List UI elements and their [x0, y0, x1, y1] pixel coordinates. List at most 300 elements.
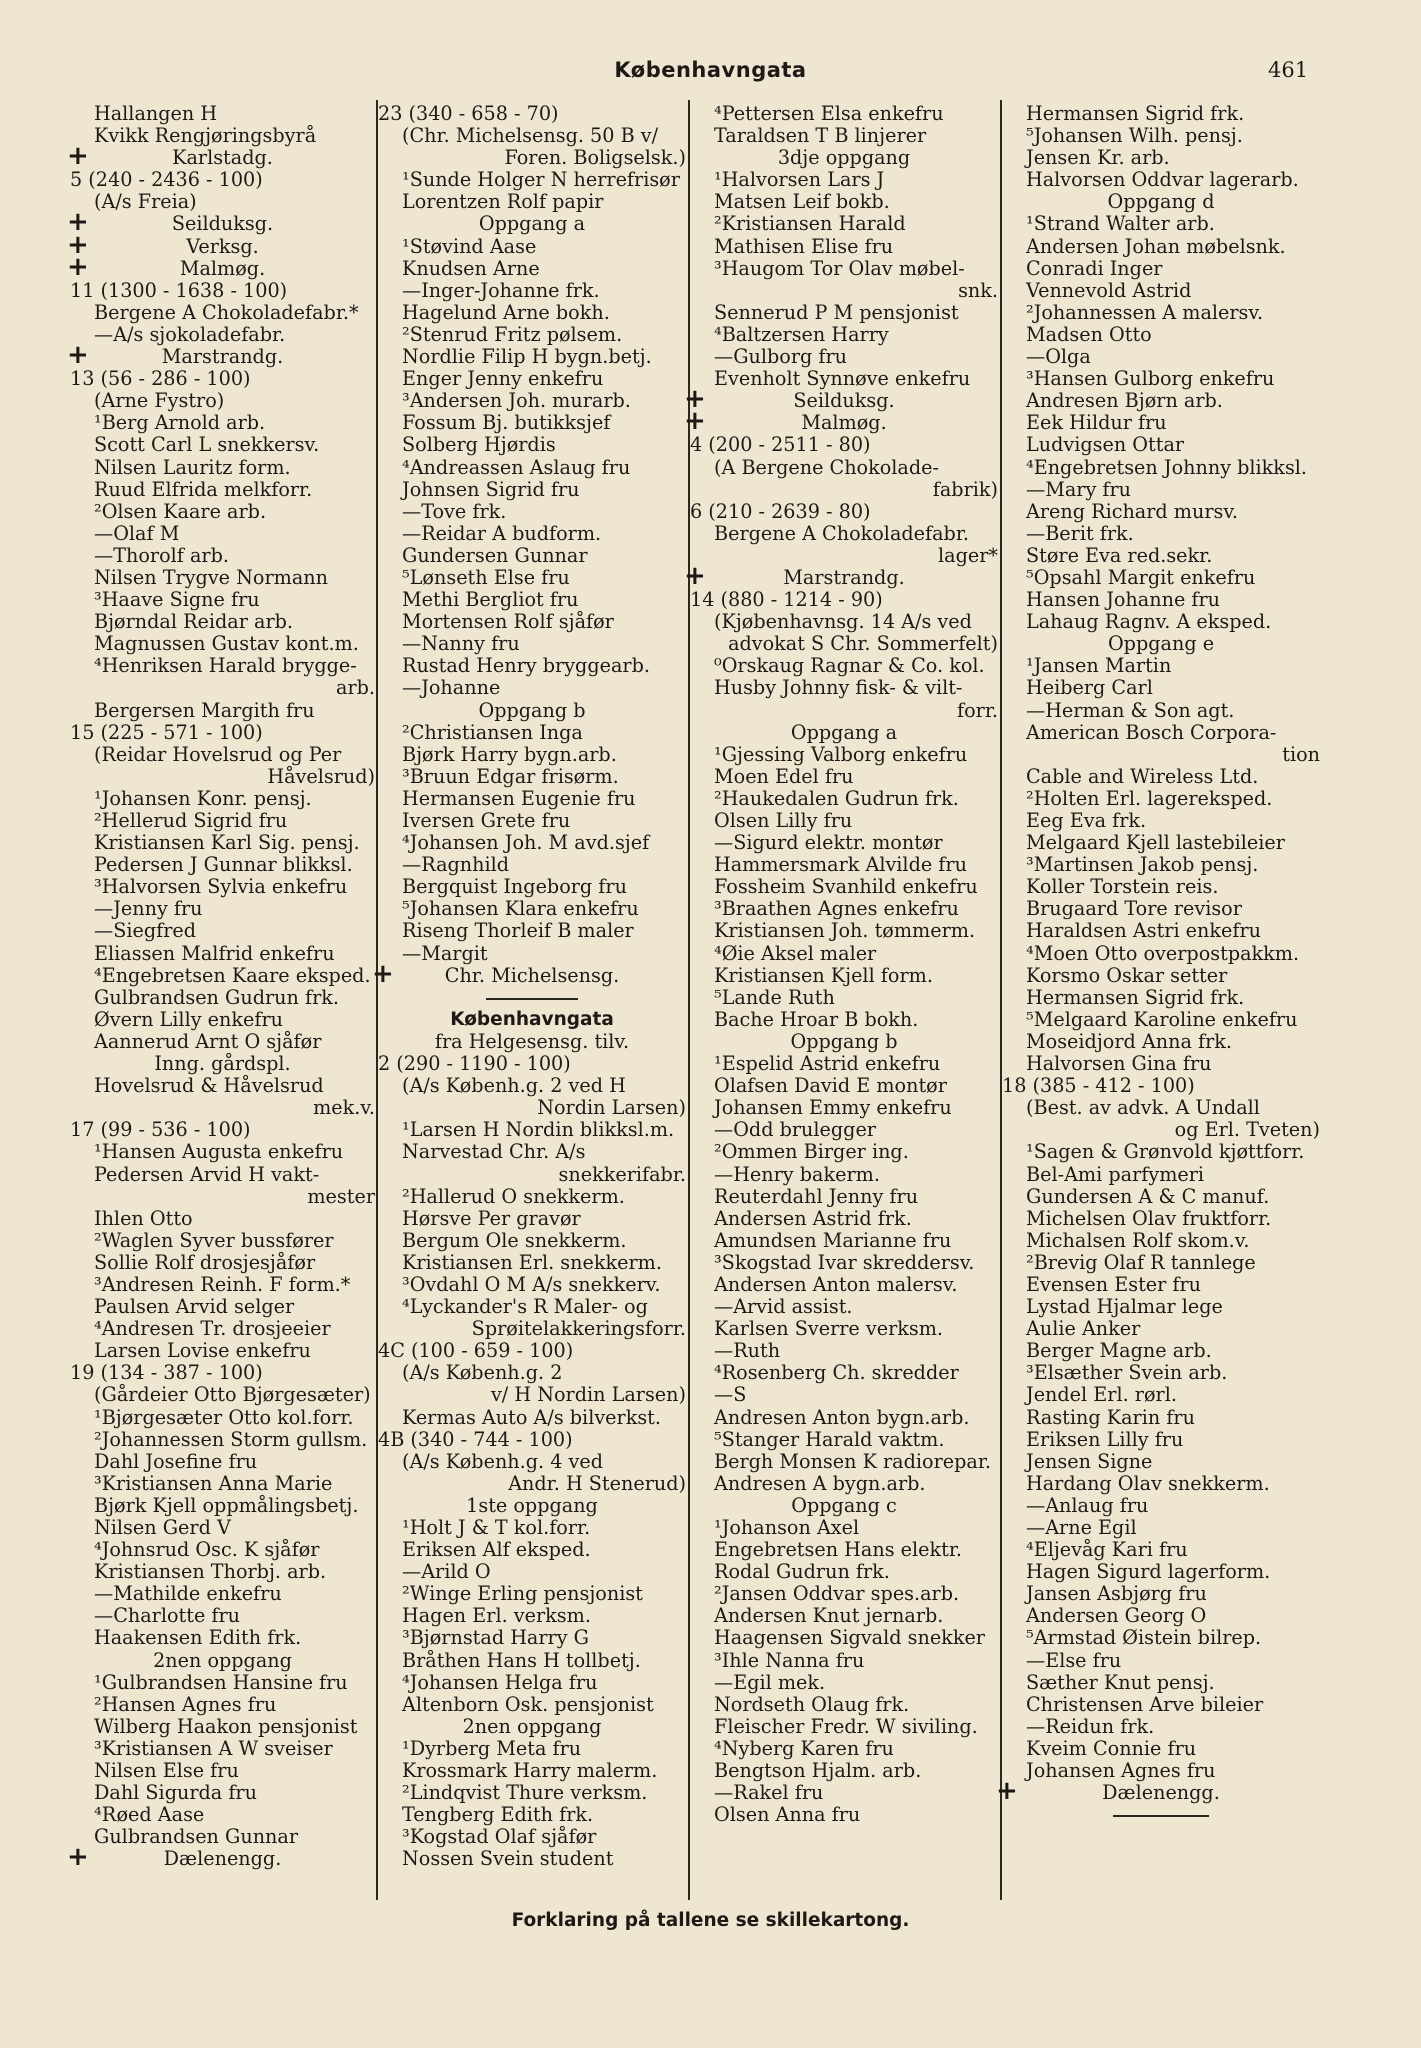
resident-entry: ²Waglen Syver bussfører	[94, 1228, 334, 1252]
building-owner: (Best. av advk. A Undall	[1026, 1096, 1260, 1120]
resident-entry: Iversen Grete fru	[402, 809, 571, 832]
resident-entry: Bjørk Kjell oppmålingsbetj.	[94, 1493, 359, 1517]
resident-entry: Bergquist Ingeborg fru	[402, 875, 627, 899]
resident-entry: Amundsen Marianne fru	[714, 1228, 952, 1252]
resident-entry: ⁴Nyberg Karen fru	[714, 1736, 894, 1760]
resident-entry: Pedersen Arvid H vakt-	[94, 1162, 320, 1186]
resident-entry: Bråthen Hans H tollbetj.	[402, 1648, 641, 1672]
cross-street-label: Seilduksg.	[793, 389, 895, 413]
resident-entry: ³Skogstad Ivar skreddersv.	[714, 1250, 975, 1274]
resident-entry: Paulsen Arvid selger	[94, 1295, 295, 1319]
resident-entry: Madsen Otto	[1026, 322, 1152, 346]
building-number: 6 (210 - 2639 - 80)	[690, 499, 871, 523]
cross-marker-icon: +	[372, 958, 394, 989]
resident-entry: ⁴Engebretsen Kaare eksped.	[94, 963, 371, 987]
resident-entry: Gulbrandsen Gunnar	[94, 1825, 299, 1849]
cross-street-label: Verksg.	[186, 234, 259, 258]
resident-entry: Johansen Agnes fru	[1026, 1759, 1216, 1783]
resident-entry: Andresen Anton bygn.arb.	[714, 1405, 970, 1429]
cross-street	[67, 229, 375, 260]
resident-entry: ²Kristiansen Harald	[714, 212, 906, 236]
cross-street	[684, 560, 998, 591]
resident-entry: ³Elsæther Svein arb.	[1026, 1361, 1228, 1385]
resident-entry: ²Holten Erl. lagereksped.	[1026, 786, 1273, 810]
resident-entry: Ruud Elfrida melkforr.	[94, 477, 313, 501]
resident-entry: ³Haave Signe fru	[94, 588, 260, 612]
entrance-heading: Oppgang c	[791, 1493, 897, 1517]
resident-entry: Eek Hildur fru	[1026, 411, 1167, 435]
resident-entry: ¹Johansen Konr. pensj.	[94, 786, 312, 810]
resident-entry: Korsmo Oskar setter	[1026, 963, 1228, 987]
page-number: 461	[1268, 58, 1309, 82]
resident-entry: Lystad Hjalmar lege	[1026, 1295, 1223, 1319]
resident-entry: ³Ihle Nanna fru	[714, 1648, 865, 1672]
resident-entry: Enger Jenny enkefru	[402, 367, 604, 391]
resident-entry: Michalsen Rolf skom.v.	[1026, 1228, 1250, 1252]
resident-entry: ¹Dyrberg Meta fru	[402, 1736, 582, 1760]
resident-entry: Pedersen J Gunnar blikksl.	[94, 853, 353, 877]
building-owner: (A/s Københ.g. 2 ved H	[402, 1074, 626, 1098]
cross-street	[67, 207, 375, 238]
cross-street-label: Malmøg.	[801, 411, 887, 435]
resident-entry: ²Lindqvist Thure verksm.	[402, 1781, 648, 1805]
resident-entry: Olsen Anna fru	[714, 1803, 861, 1827]
resident-entry: Fleischer Fredr. W siviling.	[714, 1714, 978, 1738]
directory-column-1	[67, 102, 375, 1873]
resident-entry: Altenborn Osk. pensjonist	[402, 1692, 654, 1716]
resident-entry: ⁵Johansen Klara enkefru	[402, 897, 639, 921]
resident-entry: —Thorolf arb.	[94, 543, 229, 567]
resident-entry: Nilsen Else fru	[94, 1759, 239, 1783]
resident-entry: ⁴Andreassen Aslaug fru	[402, 455, 631, 479]
resident-entry: ²Olsen Kaare arb.	[94, 499, 267, 523]
resident-entry: ⁴Pettersen Elsa enkefru	[714, 102, 944, 125]
resident-entry: Andersen Georg O	[1026, 1604, 1207, 1628]
resident-entry: ²Hansen Agnes fru	[94, 1692, 277, 1716]
cross-marker-icon: +	[684, 560, 706, 591]
resident-entry: ¹Berg Arnold arb.	[94, 411, 266, 435]
resident-entry: Johansen Emmy enkefru	[714, 1096, 952, 1120]
resident-entry: ⁴Engebretsen Johnny blikksl.	[1026, 455, 1308, 479]
resident-entry: Hagen Sigurd lagerform.	[1026, 1560, 1271, 1584]
resident-entry: —Anlaug fru	[1026, 1493, 1149, 1517]
entrance-heading: 3dje oppgang	[777, 146, 911, 170]
entrance-heading: Oppgang a	[478, 212, 586, 236]
cross-street	[372, 958, 686, 989]
entrance-heading: Oppgang b	[478, 698, 586, 722]
cross-marker-icon: +	[67, 251, 89, 282]
resident-entry: Husby Johnny fisk- & vilt-	[714, 676, 963, 700]
resident-entry: ³Kristiansen Anna Marie	[94, 1471, 333, 1495]
resident-entry: Reuterdahl Jenny fru	[714, 1184, 919, 1208]
entry-continuation: tion	[1282, 742, 1320, 766]
resident-entry: Heiberg Carl	[1026, 676, 1153, 700]
resident-entry: —Tove frk.	[402, 499, 507, 523]
resident-entry: Kristiansen Erl. snekkerm.	[402, 1250, 662, 1274]
building-owner: (A Bergene Chokolade-	[714, 455, 939, 479]
resident-entry: —Nanny fru	[402, 632, 520, 656]
cross-street-label: Karlstadg.	[172, 146, 273, 170]
cross-marker-icon: +	[67, 340, 89, 371]
resident-entry: —Gulborg fru	[714, 345, 848, 369]
resident-entry: Krossmark Harry malerm.	[402, 1759, 658, 1783]
resident-entry: Kristiansen Joh. tømmerm.	[714, 919, 976, 943]
resident-entry: ⁴Andresen Tr. drosjeeier	[94, 1317, 331, 1341]
resident-entry: Moen Edel fru	[714, 764, 854, 788]
resident-entry: Andersen Knut jernarb.	[714, 1604, 944, 1628]
resident-entry: Ihlen Otto	[94, 1206, 193, 1230]
resident-entry: —Mathilde enkefru	[94, 1582, 282, 1606]
cross-marker-icon: +	[67, 229, 89, 260]
entrance-heading: 1ste oppgang	[466, 1493, 598, 1517]
resident-entry: Hagelund Arne bokh.	[402, 300, 610, 324]
directory-column-4	[996, 102, 1320, 1826]
resident-entry: ⁵Stanger Harald vaktm.	[714, 1427, 945, 1451]
resident-entry: ²Johannessen A malersv.	[1026, 300, 1264, 324]
resident-entry: Olafsen David E montør	[714, 1074, 947, 1098]
resident-entry: Sæther Knut pensj.	[1026, 1670, 1215, 1694]
resident-entry: Eliassen Malfrid enkefru	[94, 941, 335, 965]
resident-entry: ³Haugom Tor Olav møbel-	[714, 256, 965, 280]
resident-entry: Nilsen Gerd V	[94, 1516, 231, 1539]
resident-entry: Nilsen Trygve Normann	[94, 565, 328, 589]
building-number: 4 (200 - 2511 - 80)	[690, 433, 871, 457]
directory-column-2	[372, 102, 686, 1871]
resident-entry: ³Ovdahl O M A/s snekkerv.	[402, 1272, 661, 1296]
resident-entry: Moseidjord Anna frk.	[1026, 1029, 1232, 1053]
resident-entry: Kristiansen Kjell form.	[714, 963, 933, 987]
resident-entry: Riseng Thorleif B maler	[402, 919, 634, 943]
resident-entry: Hammersmark Alvilde fru	[714, 853, 967, 877]
resident-entry: Melgaard Kjell lastebileier	[1026, 831, 1285, 855]
building-owner: (A/s Freia)	[94, 190, 197, 214]
resident-entry: ²Hallerud O snekkerm.	[402, 1184, 625, 1208]
resident-entry: Bergene A Chokoladefabr.*	[94, 300, 359, 324]
resident-entry: Kristiansen Karl Sig. pensj.	[94, 831, 360, 855]
entrance-heading: 2nen oppgang	[153, 1648, 292, 1672]
building-number: 17 (99 - 536 - 100)	[70, 1118, 251, 1142]
resident-entry: ³Braathen Agnes enkefru	[714, 897, 959, 921]
cross-marker-icon: +	[996, 1776, 1018, 1807]
resident-entry: ¹Holt J & T kol.forr.	[402, 1516, 591, 1539]
entrance-heading: Oppgang b	[790, 1029, 898, 1053]
resident-entry: —Arvid assist.	[714, 1295, 853, 1319]
resident-entry: ²Jansen Oddvar spes.arb.	[714, 1582, 960, 1606]
resident-entry: —Herman & Son agt.	[1026, 698, 1235, 722]
entrance-heading: Oppgang d	[1107, 190, 1215, 214]
resident-entry: —Inger-Johanne frk.	[402, 278, 600, 302]
resident-entry: Andresen A bygn.arb.	[714, 1471, 926, 1495]
resident-entry: ⁴Johansen Helga fru	[402, 1670, 598, 1694]
resident-entry: —Reidun frk.	[1026, 1714, 1155, 1738]
resident-entry: Haagensen Sigvald snekker	[714, 1626, 985, 1650]
building-owner: (Kjøbenhavnsg. 14 A/s ved	[714, 610, 972, 634]
resident-entry: Rasting Karin fru	[1026, 1405, 1195, 1429]
resident-entry: Jendel Erl. rørl.	[1026, 1383, 1177, 1407]
resident-entry: Rustad Henry bryggearb.	[402, 654, 650, 678]
resident-entry: Narvestad Chr. A/s	[402, 1140, 586, 1164]
resident-entry: ¹Larsen H Nordin blikksl.m.	[402, 1118, 675, 1142]
resident-entry: ⁴Johansen Joh. M avd.sjef	[402, 831, 650, 855]
resident-entry: Andersen Johan møbelsnk.	[1026, 234, 1286, 258]
resident-entry: Halvorsen Gina fru	[1026, 1052, 1212, 1076]
resident-entry: —Jenny fru	[94, 897, 203, 921]
resident-entry: ¹Espelid Astrid enkefru	[714, 1052, 941, 1076]
resident-entry: Jansen Asbjørg fru	[1026, 1582, 1207, 1606]
building-number: 18 (385 - 412 - 100)	[1002, 1074, 1195, 1098]
building-owner: (Arne Fystro)	[94, 389, 225, 413]
resident-entry: ⁴Røed Aase	[94, 1803, 205, 1827]
building-owner: (Reidar Hovelsrud og Per	[94, 742, 342, 766]
resident-entry: Hansen Johanne fru	[1026, 588, 1221, 612]
resident-entry: Halvorsen Oddvar lagerarb.	[1026, 168, 1299, 192]
resident-entry: —Arne Egil	[1026, 1516, 1137, 1539]
cross-marker-icon: +	[67, 141, 89, 172]
building-owner: (A/s Københ.g. 4 ved	[402, 1449, 604, 1473]
building-number: 19 (134 - 387 - 100)	[70, 1361, 263, 1385]
resident-entry: Evenholt Synnøve enkefru	[714, 367, 971, 391]
resident-entry: Berger Magne arb.	[1026, 1339, 1212, 1363]
resident-entry: Karlsen Sverre verksm.	[714, 1317, 944, 1341]
resident-entry: Nossen Svein student	[402, 1847, 614, 1871]
resident-entry: ³Andersen Joh. murarb.	[402, 389, 631, 413]
resident-entry: Hermansen Eugenie fru	[402, 786, 636, 810]
resident-entry: Bergh Monsen K radiorepar.	[714, 1449, 992, 1473]
resident-entry: ⁵Lande Ruth	[714, 985, 835, 1009]
resident-entry: Hagen Erl. verksm.	[402, 1604, 591, 1628]
resident-entry: Gundersen Gunnar	[402, 543, 588, 567]
resident-entry: Dahl Sigurda fru	[94, 1781, 257, 1805]
resident-entry: Jensen Kr. arb.	[1026, 146, 1170, 170]
resident-entry: —Olga	[1026, 345, 1091, 369]
resident-entry: ³Bjørnstad Harry G	[402, 1626, 589, 1650]
resident-entry: —Egil mek.	[714, 1670, 826, 1694]
resident-entry: Eriksen Lilly fru	[1026, 1427, 1184, 1451]
resident-entry: ³Kogstad Olaf sjåfør	[402, 1825, 597, 1849]
resident-entry: Haakensen Edith frk.	[94, 1626, 302, 1650]
resident-entry: —Rakel fru	[714, 1781, 824, 1805]
cross-street	[67, 1842, 375, 1873]
resident-entry: Sollie Rolf drosjesjåfør	[94, 1250, 316, 1274]
resident-entry: ²Haukedalen Gudrun frk.	[714, 786, 959, 810]
resident-entry: Mathisen Elise fru	[714, 234, 894, 258]
resident-entry: ³Andresen Reinh. F form.*	[94, 1272, 351, 1296]
building-owner: (Gårdeier Otto Bjørgesæter)	[94, 1383, 371, 1407]
resident-entry: ⁴Baltzersen Harry	[714, 322, 889, 346]
cross-street-label: Seilduksg.	[171, 212, 274, 236]
resident-entry: ³Halvorsen Sylvia enkefru	[94, 875, 348, 899]
resident-entry: Gundersen A & C manuf.	[1026, 1184, 1270, 1208]
resident-entry: Tengberg Edith frk.	[402, 1803, 594, 1827]
resident-entry: Lahaug Ragnv. A eksped.	[1026, 610, 1272, 634]
resident-entry: ⁴Johnsrud Osc. K sjåfør	[94, 1538, 320, 1562]
resident-entry: ²Winge Erling pensjonist	[402, 1582, 643, 1606]
cross-street-label: Chr. Michelsensg.	[444, 963, 620, 987]
resident-entry: ⁰Orskaug Ragnar & Co. kol.	[714, 654, 985, 678]
resident-entry: —Johanne	[402, 676, 501, 700]
resident-entry: Lorentzen Rolf papir	[402, 190, 604, 214]
resident-entry: ³Bruun Edgar frisørm.	[402, 764, 619, 788]
resident-entry: Olsen Lilly fru	[714, 809, 853, 832]
resident-entry: ⁴Moen Otto overpostpakkm.	[1026, 941, 1300, 965]
building-number: 13 (56 - 286 - 100)	[70, 367, 251, 391]
entry-continuation: snekkerifabr.	[558, 1162, 686, 1186]
entry-continuation: Sprøitelakkeringsforr.	[471, 1317, 686, 1341]
resident-entry: Andresen Bjørn arb.	[1026, 389, 1223, 413]
resident-entry: Hørsve Per gravør	[402, 1206, 581, 1230]
resident-entry: ³Kristiansen A W sveiser	[94, 1736, 333, 1760]
resident-entry: Eriksen Alf eksped.	[402, 1538, 591, 1562]
section-divider	[378, 987, 686, 1009]
resident-entry: Bache Hroar B bokh.	[714, 1007, 919, 1031]
resident-entry: Michelsen Olav fruktforr.	[1026, 1206, 1272, 1230]
resident-entry: ¹Jansen Martin	[1026, 654, 1172, 678]
resident-entry: Hovelsrud & Håvelsrud	[94, 1074, 324, 1098]
resident-entry: Wilberg Haakon pensjonist	[94, 1714, 358, 1738]
resident-entry: ⁵Johansen Wilh. pensj.	[1026, 124, 1243, 148]
resident-entry: Conradi Inger	[1026, 256, 1163, 280]
resident-entry: ⁵Armstad Øistein bilrep.	[1026, 1626, 1262, 1650]
resident-entry: Aulie Anker	[1026, 1317, 1141, 1341]
entry-continuation: fabrik)	[932, 477, 998, 501]
directory-column-3	[684, 102, 998, 1827]
resident-entry: Kristiansen Thorbj. arb.	[94, 1560, 327, 1584]
entry-continuation: og Erl. Tveten)	[1174, 1118, 1320, 1142]
resident-entry: Bergene A Chokoladefabr.	[714, 521, 970, 545]
entry-continuation: v/ H Nordin Larsen)	[490, 1383, 686, 1407]
resident-entry: Solberg Hjørdis	[402, 433, 556, 457]
resident-entry: Hermansen Sigrid frk.	[1026, 985, 1245, 1009]
resident-entry: ¹Gulbrandsen Hansine fru	[94, 1670, 348, 1694]
entry-continuation: Nordin Larsen)	[537, 1096, 686, 1120]
entry-continuation: Foren. Boligselsk.)	[504, 146, 686, 170]
resident-entry: ¹Sunde Holger N herrefrisør	[402, 168, 680, 192]
section-divider	[1002, 1804, 1320, 1826]
resident-entry: Brugaard Tore revisor	[1026, 897, 1242, 921]
building-number: 5 (240 - 2436 - 100)	[70, 168, 263, 192]
resident-entry: Nordseth Olaug frk.	[714, 1692, 910, 1716]
resident-entry: ¹Strand Walter arb.	[1026, 212, 1215, 236]
cross-street	[67, 141, 375, 172]
resident-entry: Bergersen Margith fru	[94, 698, 315, 722]
resident-entry: Eeg Eva frk.	[1026, 809, 1147, 832]
resident-entry: Magnussen Gustav kont.m.	[94, 632, 359, 656]
resident-entry: Fossum Bj. butikksjef	[402, 411, 611, 435]
building-number: 14 (880 - 1214 - 90)	[690, 588, 883, 612]
resident-entry: ⁴Eljevåg Kari fru	[1026, 1538, 1188, 1562]
resident-entry: Kermas Auto A/s bilverkst.	[402, 1405, 661, 1429]
resident-entry: —Arild O	[402, 1560, 491, 1584]
resident-entry: Andersen Astrid frk.	[714, 1206, 912, 1230]
resident-entry: Haraldsen Astri enkefru	[1026, 919, 1262, 943]
resident-entry: —Ruth	[714, 1339, 781, 1363]
resident-entry: Larsen Lovise enkefru	[94, 1339, 311, 1363]
resident-entry: —S	[714, 1383, 747, 1407]
entry-continuation: mek.v.	[313, 1096, 375, 1120]
resident-entry: ⁴Lyckander's R Maler- og	[402, 1295, 648, 1319]
building-number: 4C (100 - 659 - 100)	[378, 1339, 574, 1363]
resident-entry: ²Johannessen Storm gullsm.	[94, 1427, 368, 1451]
resident-entry: Cable and Wireless Ltd.	[1026, 764, 1259, 788]
resident-entry: —Henry bakerm.	[714, 1162, 880, 1186]
resident-entry: ²Stenrud Fritz pølsem.	[402, 322, 623, 346]
resident-entry: —Ragnhild	[402, 853, 510, 877]
resident-entry: Engebretsen Hans elektr.	[714, 1538, 963, 1562]
resident-entry: ³Hansen Gulborg enkefru	[1026, 367, 1275, 391]
resident-entry: ³Martinsen Jakob pensj.	[1026, 853, 1259, 877]
cross-street	[684, 384, 998, 415]
building-number: 15 (225 - 571 - 100)	[70, 720, 263, 744]
resident-entry: Matsen Leif bokb.	[714, 190, 890, 214]
entry-continuation: arb.	[336, 676, 375, 700]
entrance-heading: Inng. gårdspl.	[154, 1052, 291, 1076]
cross-street	[67, 340, 375, 371]
resident-entry: ¹Hansen Augusta enkefru	[94, 1140, 344, 1164]
resident-entry: Andersen Anton malersv.	[714, 1272, 958, 1296]
entrance-heading: Oppgang a	[790, 720, 898, 744]
resident-entry: Hallangen H	[94, 102, 218, 125]
resident-entry: ¹Gjessing Valborg enkefru	[714, 742, 968, 766]
resident-entry: Koller Torstein reis.	[1026, 875, 1219, 899]
resident-entry: —Sigurd elektr. montør	[714, 831, 943, 855]
street-heading: Københavngata	[450, 1008, 614, 1030]
cross-street-label: Marstrandg.	[161, 345, 284, 369]
resident-entry: —Olaf M	[94, 521, 180, 545]
resident-entry: ⁵Melgaard Karoline enkefru	[1026, 1007, 1298, 1031]
resident-entry: ¹Johanson Axel	[714, 1516, 860, 1539]
resident-entry: —Reidar A budform.	[402, 521, 602, 545]
resident-entry: ²Ommen Birger ing.	[714, 1140, 909, 1164]
resident-entry: —Berit frk.	[1026, 521, 1134, 545]
cross-street	[67, 251, 375, 282]
building-number: 4B (340 - 744 - 100)	[378, 1427, 573, 1451]
entry-continuation: forr.	[957, 698, 998, 722]
resident-entry: ¹Bjørgesæter Otto kol.forr.	[94, 1405, 354, 1429]
resident-entry: —Charlotte fru	[94, 1604, 241, 1628]
resident-entry: Methi Bergliot fru	[402, 588, 579, 612]
footer-note: Forklaring på tallene se skillekartong.	[511, 1910, 910, 1931]
resident-entry: Evensen Ester fru	[1026, 1272, 1202, 1296]
resident-entry: Fossheim Svanhild enkefru	[714, 875, 978, 899]
resident-entry: Hermansen Sigrid frk.	[1026, 102, 1245, 125]
resident-entry: ²Brevig Olaf R tannlege	[1026, 1250, 1256, 1274]
resident-entry: Taraldsen T B linjerer	[714, 124, 927, 148]
page-title: Københavngata	[614, 58, 807, 82]
resident-entry: Mortensen Rolf sjåfør	[402, 610, 614, 634]
resident-entry: ⁵Lønseth Else fru	[402, 565, 570, 589]
resident-entry: ²Hellerud Sigrid fru	[94, 809, 288, 832]
resident-entry: Bengtson Hjalm. arb.	[714, 1759, 922, 1783]
resident-entry: Johnsen Sigrid fru	[402, 477, 580, 501]
cross-street-label: Dælenengg.	[163, 1847, 282, 1871]
entry-continuation: Håvelsrud)	[267, 764, 375, 788]
building-owner: (Chr. Michelsensg. 50 B v/	[402, 124, 659, 148]
resident-entry: —Margit	[402, 941, 488, 965]
entry-continuation: advokat S Chr. Sommerfelt)	[728, 632, 998, 656]
resident-entry: —Else fru	[1026, 1648, 1122, 1672]
resident-entry: Christensen Arve bileier	[1026, 1692, 1264, 1716]
cross-street-label: Malmøg.	[179, 256, 266, 280]
cross-street	[996, 1776, 1320, 1807]
entry-continuation: lager*	[938, 543, 998, 567]
resident-entry: Nilsen Lauritz form.	[94, 455, 291, 479]
resident-entry: ⁵Opsahl Margit enkefru	[1026, 565, 1256, 589]
resident-entry: Kveim Connie fru	[1026, 1736, 1197, 1760]
resident-entry: Nordlie Filip H bygn.betj.	[402, 345, 652, 369]
resident-entry: Støre Eva red.sekr.	[1026, 543, 1213, 567]
resident-entry: American Bosch Corpora-	[1026, 720, 1277, 744]
entry-continuation: snk.	[958, 278, 998, 302]
